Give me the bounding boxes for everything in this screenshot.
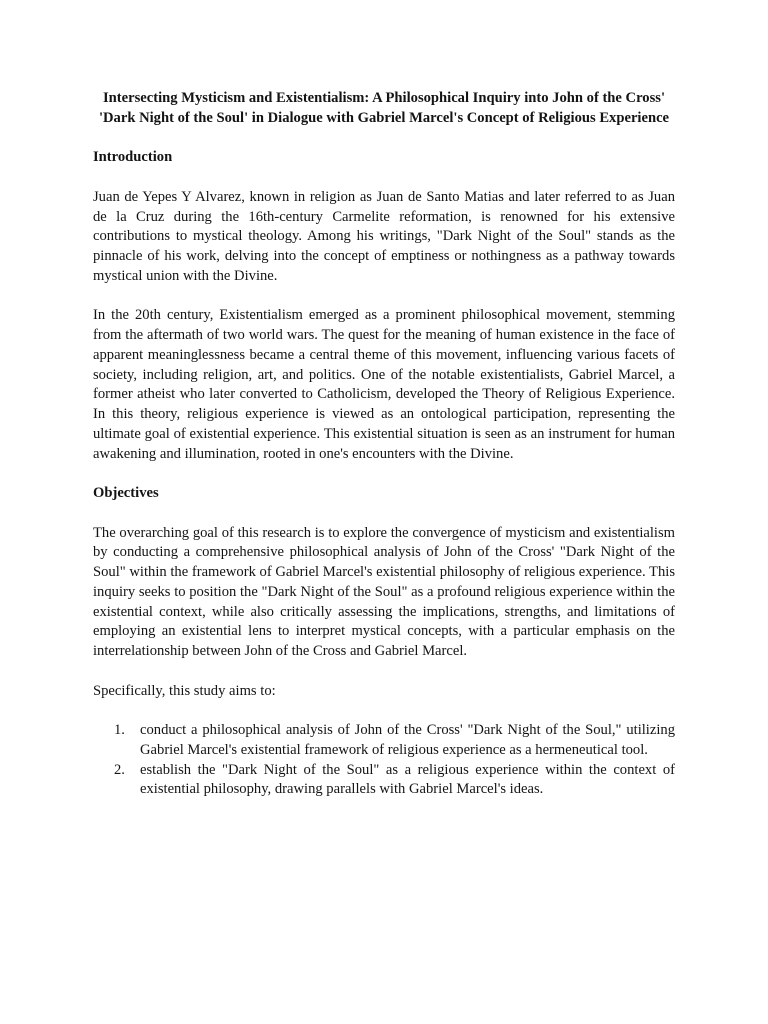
aims-lead-in: Specifically, this study aims to: [93, 682, 276, 699]
introduction-heading: Introduction [93, 149, 173, 166]
document-page [93, 89, 675, 800]
aims-list-item-text: establish the "Dark Night of the Soul" as a religious experience within the context of existential philosophy, drawing parallels with Gabriel Marcel's ideas. [140, 761, 675, 798]
aims-list-item-number: 2. [114, 761, 125, 778]
introduction-paragraph-2: In the 20th century, Existentialism emerged as a prominent philosophical movement, stemming from the aftermath of two world wars. The quest for the meaning of human existence in the face of apparent meaninglessness became a central theme of this movement, influencing various facets of society, including religion, art, and politics. One of the notable existentialists, Gabriel Marcel, a former atheist who later converted to Catholicism, developed the Theory of Religious Experience. In this theory, religious experience is viewed as an ontological participation, representing the ultimate goal of existential experience. This existential situation is seen as an instrument for human awakening and illumination, rooted in one's encounters with the Divine. [93, 307, 675, 462]
aims-list-item [93, 761, 675, 801]
aims-list-item-number: 1. [114, 722, 125, 738]
aims-list-item [93, 721, 675, 761]
objectives-heading: Objectives [93, 485, 159, 501]
objectives-paragraph: The overarching goal of this research is to explore the convergence of mysticism and existentialism by conducting a comprehensive philosophical analysis of John of the Cross' "Dark Night of the Soul" within the framework of Gabriel Marcel's existential philosophy of religious experience. This inquiry seeks to position the "Dark Night of the Soul" as a profound religious experience within the existential context, while also critically assessing the implications, strengths, and limitations of employing an existential lens to interpret mystical concepts, with a particular emphasis on the interrelationship between John of the Cross and Gabriel Marcel. [93, 524, 675, 659]
aims-list [93, 721, 675, 800]
aims-list-item-text: conduct a philosophical analysis of John of the Cross' "Dark Night of the Soul," utilizing Gabriel Marcel's existential framework of religious experience as a hermeneutical tool. [140, 722, 675, 758]
document-title: Intersecting Mysticism and Existentialism: A Philosophical Inquiry into John of the Cross' 'Dark Night of the Soul' in Dialogue with Gabriel Marcel's Concept of Religious Experience [98, 90, 670, 126]
introduction-paragraph-1: Juan de Yepes Y Alvarez, known in religion as Juan de Santo Matias and later referred to as Juan de la Cruz during the 16th-century Carmelite reformation, is renowned for his extensive contributions to mystical theology. Among his writings, "Dark Night of the Soul" stands as the pinnacle of his work, delving into the concept of emptiness or nothingness as a pathway towards mystical union with the Divine. [93, 188, 675, 284]
